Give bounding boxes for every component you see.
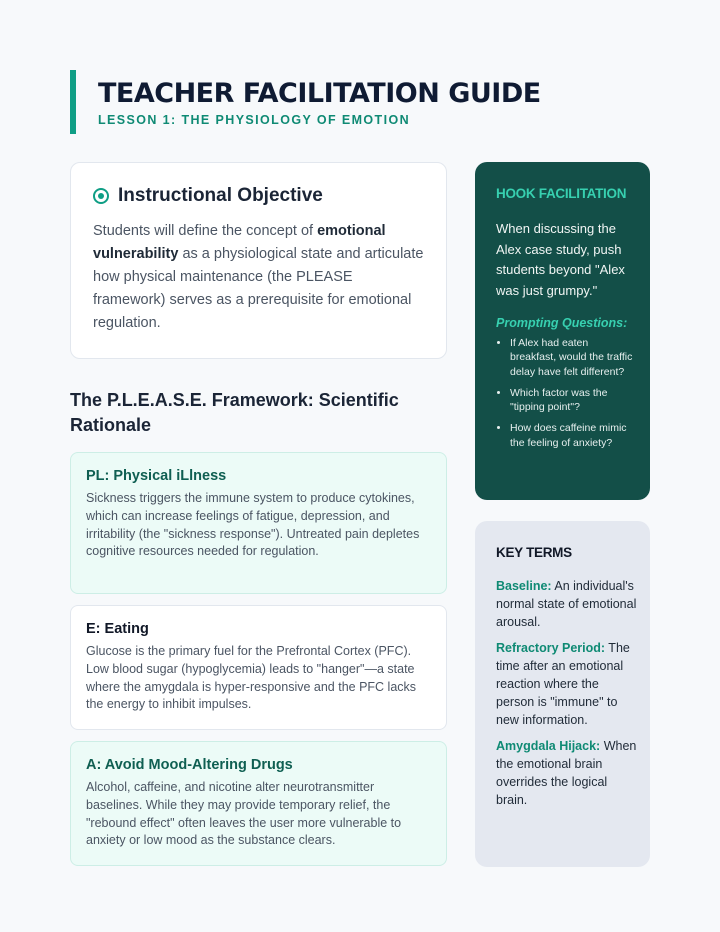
card-title: PL: Physical iLlness xyxy=(86,468,227,484)
term-definition: The time after an emotional reaction where the person is "immune" to new information. xyxy=(496,641,630,727)
hook-facilitation-panel xyxy=(475,162,650,500)
list-item: • How does caffeine mimic the feeling of anxiety? xyxy=(510,421,634,450)
list-item: • Which factor was the "tipping point"? xyxy=(510,386,634,415)
objective-card xyxy=(70,162,447,359)
term-amygdala-hijack xyxy=(496,738,638,809)
target-icon xyxy=(93,188,109,204)
card-title: E: Eating xyxy=(86,621,149,637)
term-name: Amygdala Hijack: xyxy=(496,739,601,754)
card-text: Glucose is the primary fuel for the Prefrontal Cortex (PFC). Low blood sugar (hypoglycemia) leads to "hanger"—a state where the amygdala is hyper-responsive and the PFC lacks the energy to inhibit impulses. xyxy=(86,644,417,712)
framework-title: The P.L.E.A.S.E. Framework: Scientific Rationale xyxy=(70,390,399,435)
term-definition: When the emotional brain overrides the logical brain. xyxy=(496,739,637,807)
prompting-questions-title: Prompting Questions: xyxy=(496,316,628,330)
term-name: Refractory Period: xyxy=(496,641,606,656)
framework-card-physical-illness xyxy=(70,452,447,594)
hook-title: HOOK FACILITATION xyxy=(496,186,627,201)
objective-text-start: Students will define the concept of xyxy=(93,223,318,239)
key-terms-panel xyxy=(475,521,650,867)
card-title: A: Avoid Mood-Altering Drugs xyxy=(86,757,293,773)
objective-header xyxy=(93,185,426,207)
objective-text xyxy=(93,220,426,335)
page-subtitle: LESSON 1: THE PHYSIOLOGY OF EMOTION xyxy=(98,113,410,127)
term-name: Baseline: xyxy=(496,579,552,593)
hook-text: When discussing the Alex case study, push students beyond "Alex was just grumpy." xyxy=(496,221,625,298)
term-definition: An individual's normal state of emotional arousal. xyxy=(496,579,637,629)
framework-card-eating xyxy=(70,605,447,730)
term-baseline xyxy=(496,578,638,631)
term-refractory-period xyxy=(496,640,638,729)
page-title: TEACHER FACILITATION GUIDE xyxy=(98,78,541,109)
list-item: • If Alex had eaten breakfast, would the traffic delay have felt different? xyxy=(510,336,634,379)
card-text: Sickness triggers the immune system to produce cytokines, which can increase feelings of fatigue, depression, and irritability (the "sickness response"). Untreated pain depletes cognitive resources needed for regulation. xyxy=(86,491,420,559)
framework-card-avoid-drugs xyxy=(70,741,447,866)
objective-text-bold: emotional vulnerability xyxy=(93,223,386,262)
page-header xyxy=(70,70,630,134)
key-terms-title: KEY TERMS xyxy=(496,545,572,560)
objective-title: Instructional Objective xyxy=(118,185,323,206)
prompting-questions-list xyxy=(496,336,634,450)
objective-text-end: as a physiological state and articulate how physical maintenance (the PLEASE framework) serves as a prerequisite for emotional regulation. xyxy=(93,246,424,331)
card-text: Alcohol, caffeine, and nicotine alter neurotransmitter baselines. While they may provide temporary relief, the "rebound effect" often leaves the user more vulnerable to anxiety or low mood as the substance clears. xyxy=(86,780,402,848)
